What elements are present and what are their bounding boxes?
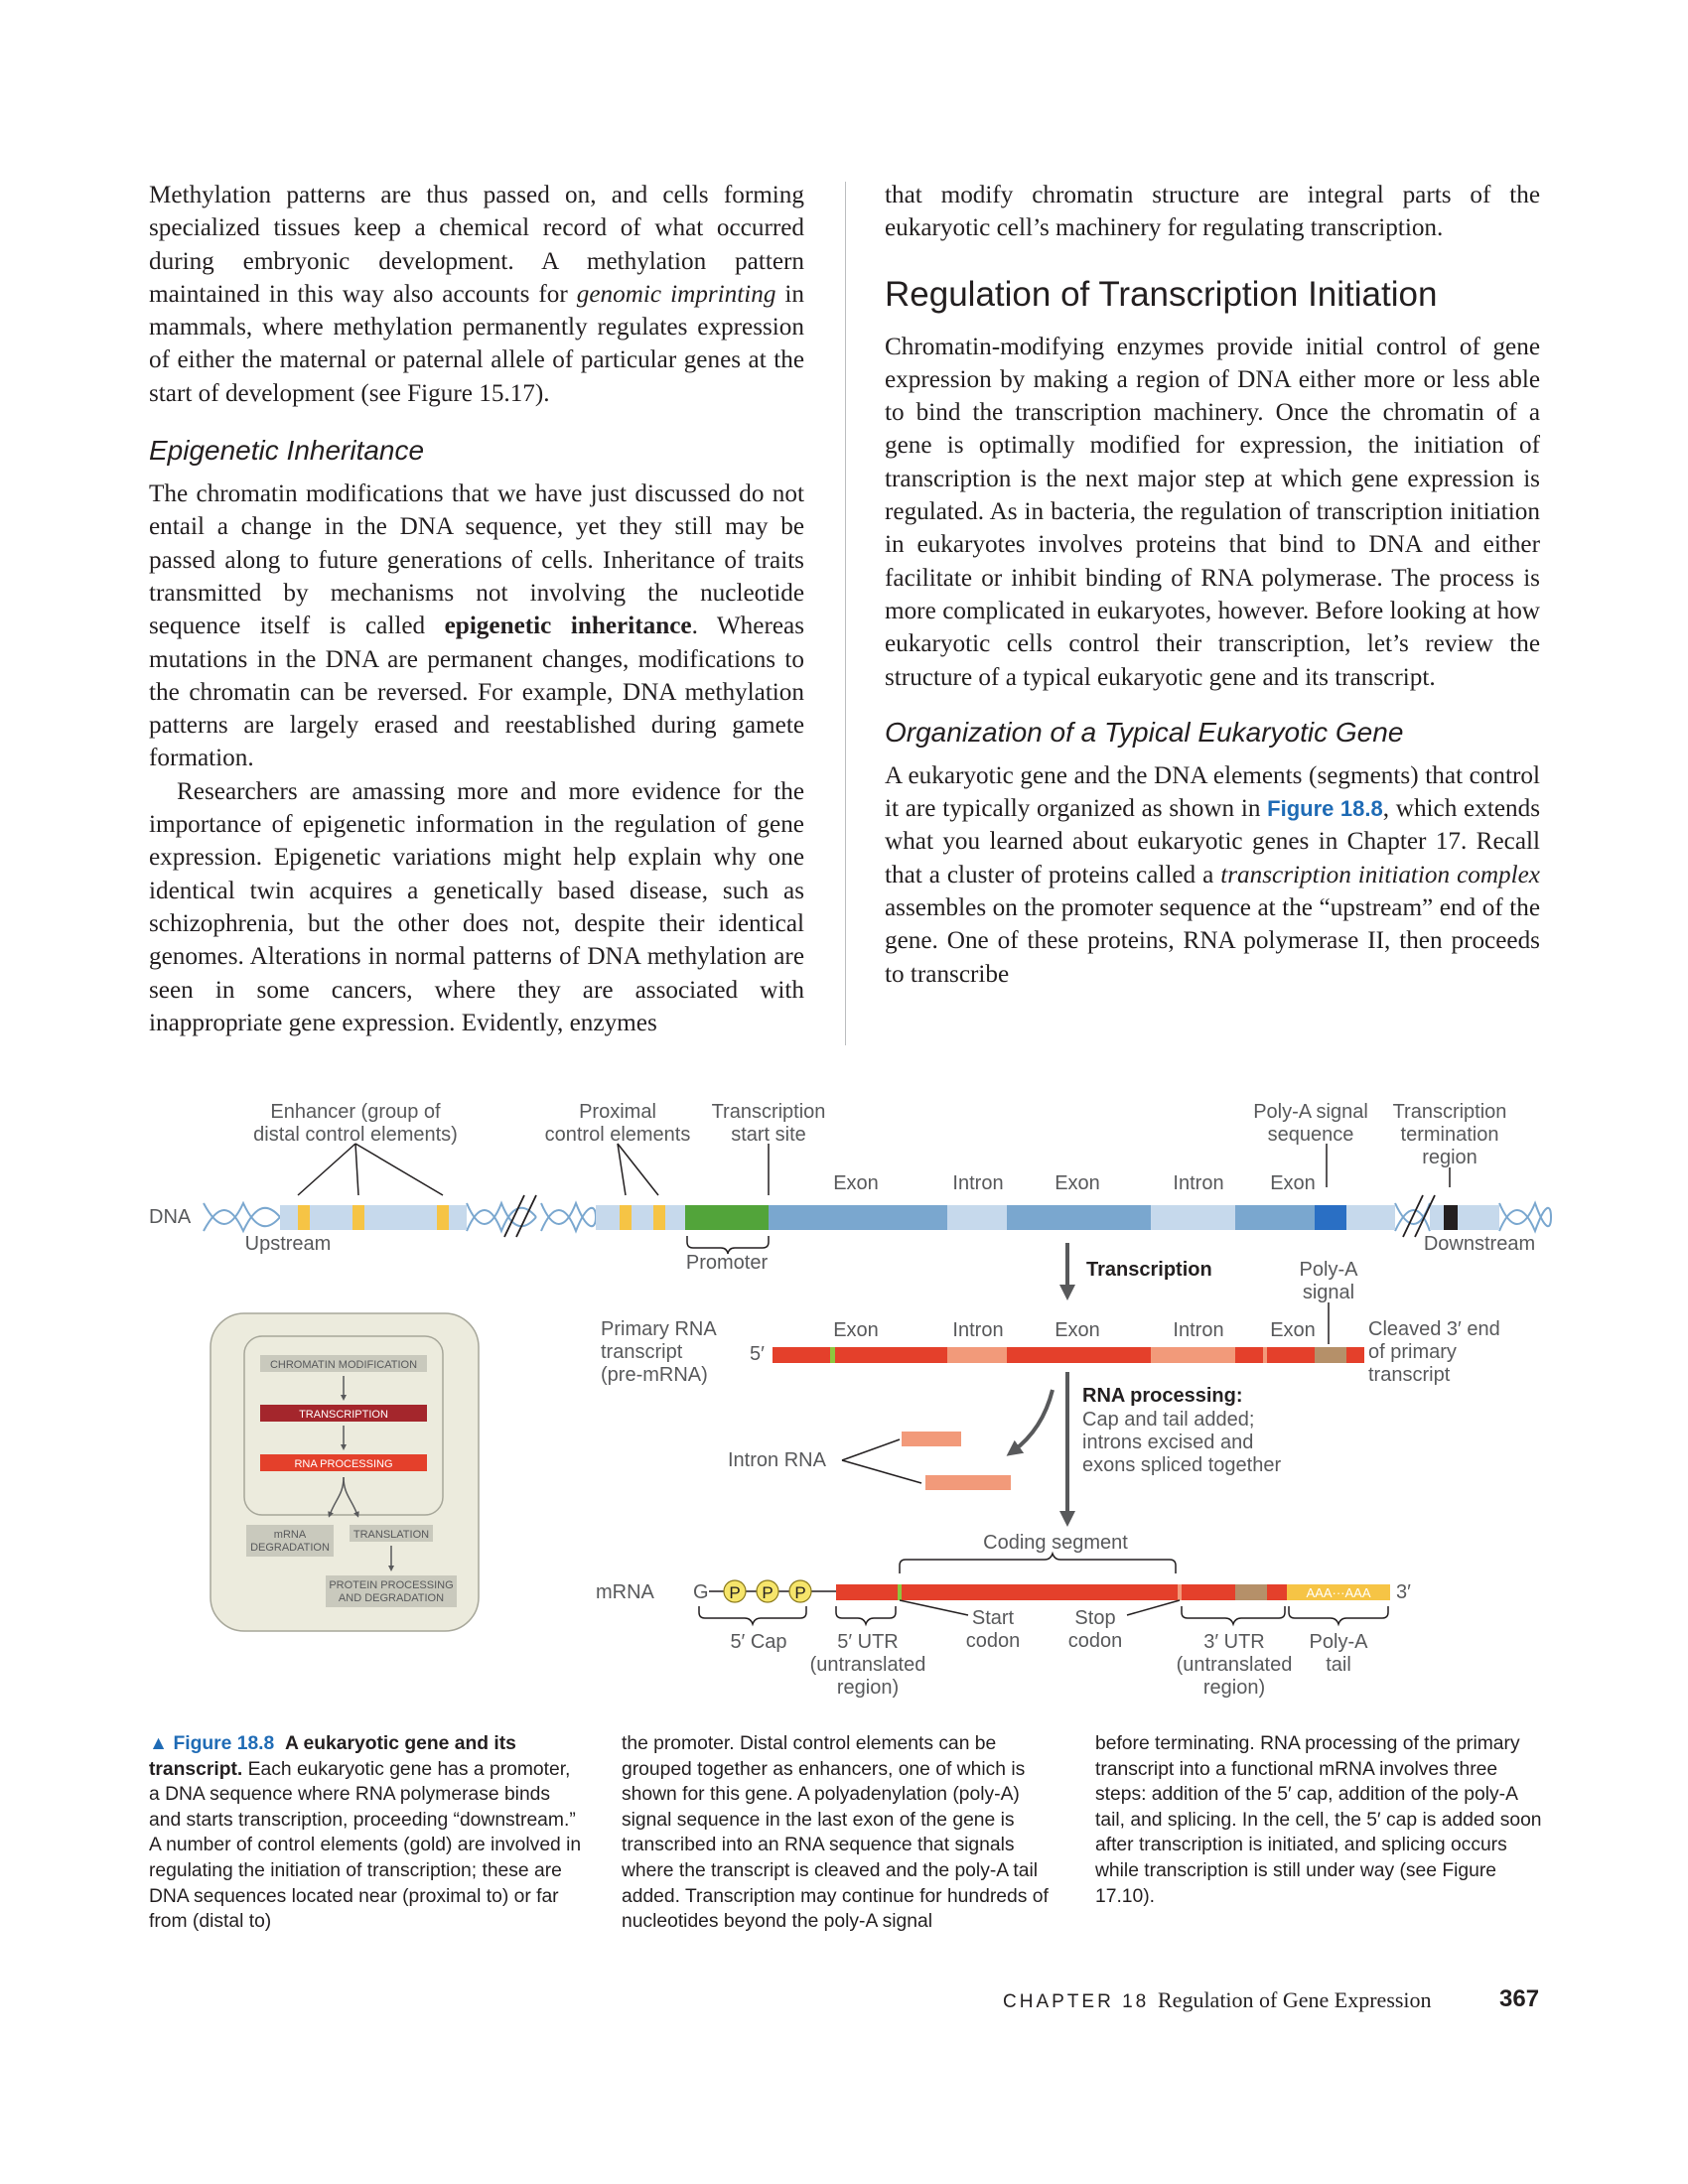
paragraph: Methylation patterns are thus passed on, and cells forming specialized tissues keep a chemical record of what occurred during embryonic development. A methylation pattern maintained in this way also accounts for genomic imprinting in mammals, where methylation permanently regulates expression of either the maternal or paternal allele of particular genes at the start of development (see Figure 15.17). <box>149 182 805 407</box>
five-prime-cap <box>724 1580 811 1602</box>
upstream-label: Upstream <box>244 1233 332 1255</box>
excised-intron <box>902 1432 961 1446</box>
proximal-label: Proximal control elements <box>544 1101 691 1146</box>
phosphate-label: P <box>762 1583 774 1602</box>
termination-region-label: Transcription termination region <box>1392 1101 1507 1168</box>
dna-termination-segment <box>1430 1205 1499 1230</box>
figure-label: Figure 18.8 <box>173 1733 275 1754</box>
five-cap-label: 5′ Cap <box>730 1631 787 1653</box>
intron-label: Intron <box>1173 1172 1224 1194</box>
rna-processing-description: Cap and tail added; introns excised and exons spliced together <box>1082 1409 1282 1476</box>
start-marker <box>830 1347 835 1363</box>
primary-3prime-end <box>1346 1347 1364 1363</box>
mrna-3utr <box>1182 1584 1235 1600</box>
5utr-label: 5′ UTR (untranslated region) <box>809 1631 926 1699</box>
exon-label: Exon <box>833 1319 879 1341</box>
mrna-3utr-end <box>1267 1584 1287 1600</box>
figure-caption-col2: the promoter. Distal control elements can be grouped together as enhancers, one of which is shown for this gene. A polyadenylation (poly-A) signal sequence in the last exon of the gene is transcribed into an RNA sequence that signals where the transcript is cleaved and the poly-A tail added. Transcription may continue for hundreds of nucleotides beyond the poly-A signal <box>622 1733 1049 1933</box>
flow-transcription: TRANSCRIPTION <box>299 1409 388 1421</box>
enhancer-element <box>437 1205 449 1230</box>
page-number: 367 <box>1499 1985 1540 2012</box>
stop-codon-mark <box>1178 1584 1182 1600</box>
exon-label: Exon <box>1270 1319 1316 1341</box>
primary-polya-signal <box>1315 1347 1346 1363</box>
exon-label: Exon <box>1055 1319 1100 1341</box>
figure-caption-col3: before terminating. RNA processing of the primary transcript into a functional mRNA involves three steps: addition of the 5′ cap, addition of the poly-A tail, and splicing. In the cell, the 5′ cap is added soon after transcription is initiated, and splicing occurs while transcription is still under way (see Figure 17.10). <box>1095 1733 1542 1907</box>
three-prime-label: 3′ <box>1396 1581 1411 1603</box>
excised-intron <box>925 1475 1011 1490</box>
enhancer-label: Enhancer (group of distal control elements) <box>253 1101 458 1146</box>
mrna-5utr <box>836 1584 900 1600</box>
intron-label: Intron <box>952 1319 1004 1341</box>
stop-codon-label: Stop codon <box>1067 1607 1123 1652</box>
enhancer-element <box>298 1205 310 1230</box>
mrna-polya-signal <box>1235 1584 1267 1600</box>
promoter-segment <box>685 1205 769 1230</box>
stop-marker <box>1263 1347 1267 1363</box>
flow-rna-processing: RNA PROCESSING <box>294 1458 393 1470</box>
primary-exon-2 <box>1007 1347 1151 1363</box>
dna-label: DNA <box>149 1206 192 1228</box>
intron-rna-label: Intron RNA <box>728 1449 826 1471</box>
exon-3 <box>1235 1205 1315 1230</box>
primary-exon-1 <box>773 1347 947 1363</box>
primary-exon-3 <box>1235 1347 1315 1363</box>
five-prime-label: 5′ <box>750 1343 765 1365</box>
paragraph: Researchers are amassing more and more evidence for the importance of epigenetic information in the regulation of gene expression. Epigenetic variations might help explain why one identical twin acquires a genetically based disease, such as schizophrenia, but the other does not, despite their identical genomes. Alterations in normal patterns of DNA methylation are seen in some cancers, where they are associated with inappropriate gene expression. Evidently, enzymes <box>149 777 804 1036</box>
polya-tail-label: Poly-A tail <box>1309 1631 1368 1676</box>
footer-title: Regulation of Gene Expression <box>1158 1987 1432 2012</box>
dna-proximal-segment <box>596 1205 685 1230</box>
paragraph: that modify chromatin structure are integral parts of the eukaryotic cell’s machinery for regulating transcription. <box>885 182 1540 242</box>
termination-region-mark <box>1444 1205 1458 1230</box>
downstream-label: Downstream <box>1423 1233 1536 1255</box>
phosphate-label: P <box>729 1583 741 1602</box>
cap-g-label: G <box>693 1581 709 1603</box>
mrna-label: mRNA <box>596 1581 654 1603</box>
paragraph: Chromatin-modifying enzymes provide initial control of gene expression by making a region of DNA either more or less able to bind the transcription machinery. Once the chromatin of a gene is optimally modified for expression, the initiation of transcription is the next major step at which gene expression is regulated. As in bacteria, the regulation of transcription initiation in eukaryotes involves proteins that bind to DNA and either facilitate or inhibit binding of RNA polymerase. The process is more complicated in eukaryotes, however. Before looking at how eukaryotic cells control their transcription, let’s review the structure of a typical eukaryotic gene and its transcript. <box>885 333 1540 691</box>
primary-transcript-label: Primary RNA transcript (pre-mRNA) <box>601 1318 717 1386</box>
exon-1 <box>769 1205 947 1230</box>
exon-label: Exon <box>1270 1172 1316 1194</box>
flow-chromatin: CHROMATIN MODIFICATION <box>269 1359 418 1371</box>
intron-label: Intron <box>952 1172 1004 1194</box>
polya-signal-sequence-label: Poly-A signal sequence <box>1253 1101 1368 1146</box>
gene-expression-flowchart <box>211 1313 479 1631</box>
exon-2 <box>1007 1205 1151 1230</box>
section-heading: Regulation of Transcription Initiation <box>885 274 1438 314</box>
figure-link[interactable]: Figure 18.8 <box>1267 796 1383 822</box>
primary-intron-1 <box>947 1347 1007 1363</box>
polya-signal-sequence <box>1315 1205 1346 1230</box>
flow-mrna-degradation: mRNA DEGRADATION <box>250 1529 330 1554</box>
footer-chapter: CHAPTER 18 <box>1003 1991 1150 2012</box>
mrna-coding <box>902 1584 1180 1600</box>
tss-label: Transcription start site <box>711 1101 826 1146</box>
figure-caption-col1: ▲ Figure 18.8 A eukaryotic gene and its transcript. Each eukaryotic gene has a promoter, a DNA sequence where RNA polymerase binds and starts transcription, proceeding “downstream.” A number of control elements (gold) are involved in regulating the initiation of transcription; these are DNA sequences located near (proximal to) or far from (distal to) <box>149 1733 582 1933</box>
figure-18-8 <box>139 1092 1559 1717</box>
intron-label: Intron <box>1173 1319 1224 1341</box>
right-column <box>885 179 1540 991</box>
primary-intron-2 <box>1151 1347 1235 1363</box>
enhancer-element <box>352 1205 364 1230</box>
exon-label: Exon <box>1055 1172 1100 1194</box>
subheading-gene-organization: Organization of a Typical Eukaryotic Gene <box>885 716 1404 748</box>
coding-segment-label: Coding segment <box>983 1532 1128 1554</box>
subheading-epigenetic-inheritance: Epigenetic Inheritance <box>149 435 425 467</box>
dna-downstream-segment <box>1346 1205 1395 1230</box>
transcription-step-label: Transcription <box>1086 1259 1212 1281</box>
3utr-label: 3′ UTR (untranslated region) <box>1176 1631 1293 1699</box>
polya-signal-label: Poly-A signal <box>1299 1259 1358 1303</box>
polya-sequence: AAA···AAA <box>1306 1585 1371 1600</box>
intron-1 <box>947 1205 1007 1230</box>
start-codon-label: Start codon <box>965 1607 1021 1652</box>
intron-2 <box>1151 1205 1235 1230</box>
rna-processing-label: RNA processing: <box>1082 1385 1243 1407</box>
start-codon-mark <box>898 1584 902 1600</box>
column-divider <box>845 182 846 1045</box>
proximal-element <box>653 1205 665 1230</box>
cleaved-end-label: Cleaved 3′ end of primary transcript <box>1368 1318 1500 1386</box>
paragraph: The chromatin modifications that we have just discussed do not entail a change in the DNA sequence, yet they still may be passed along to future generations of cells. Inheritance of traits transmitted by mechanisms not involving the nucleotide sequence itself is called epigenetic inheritance. Whereas mutations in the DNA are permanent changes, modifications to the chromatin can be reversed. For example, DNA methylation patterns are largely erased and reestablished during gamete formation. <box>149 480 805 772</box>
flow-translation: TRANSLATION <box>352 1529 430 1541</box>
phosphate-label: P <box>794 1583 806 1602</box>
flow-protein-processing: PROTEIN PROCESSING AND DEGRADATION <box>329 1579 454 1604</box>
promoter-label: Promoter <box>685 1252 769 1274</box>
exon-label: Exon <box>833 1172 879 1194</box>
paragraph: A eukaryotic gene and the DNA elements (segments) that control it are typically organized as shown in Figure 18.8, which extends what you learned about eukaryotic genes in Chapter 17. Recall that a cluster of proteins called a transcription initiation complex assembles on the promoter sequence at the “upstream” end of the gene. One of these proteins, RNA polymerase II, then proceeds to transcribe <box>885 761 1540 988</box>
proximal-element <box>620 1205 632 1230</box>
left-column <box>149 179 804 1039</box>
intron-excision-arrow <box>1013 1390 1053 1451</box>
